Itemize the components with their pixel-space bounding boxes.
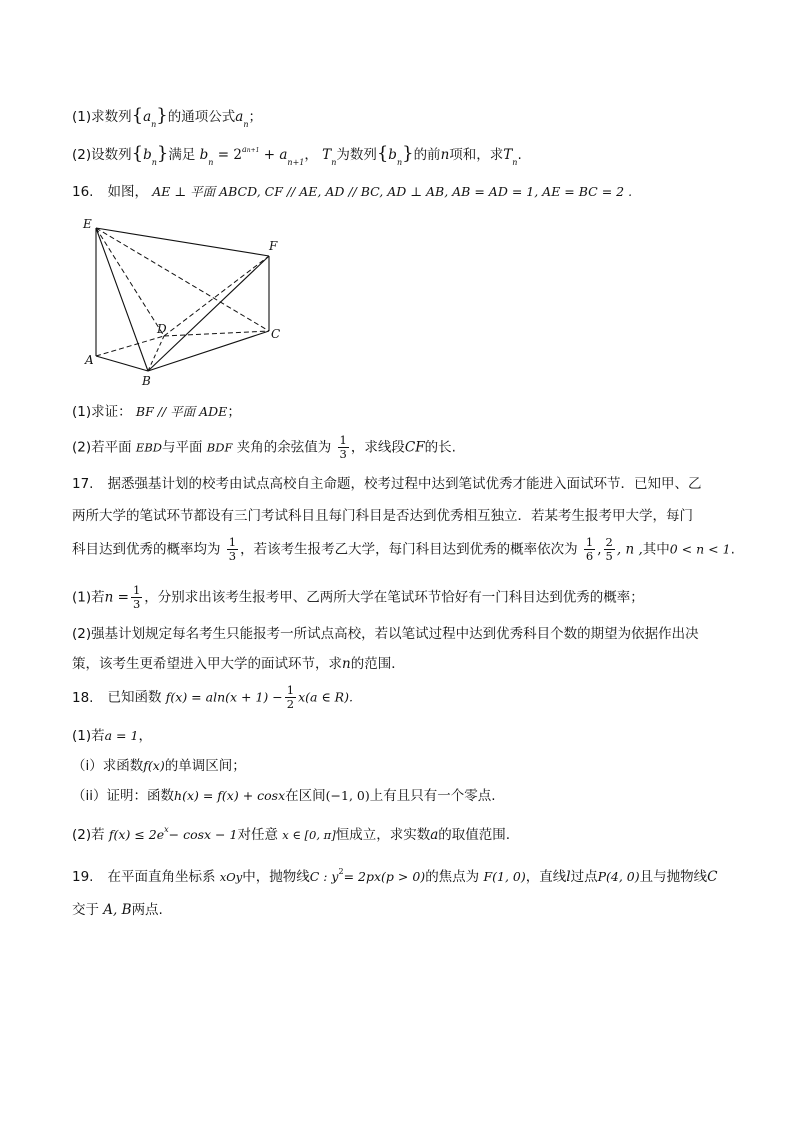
plus-sign: + [263,147,276,163]
frac-num: 1 [585,535,594,549]
part-prefix: (1) [72,109,92,125]
label-A: A [85,353,94,367]
base-two: 2 [233,147,242,163]
frac-num: 1 [339,433,347,447]
q17-text-line3a: 科目达到优秀的概率均为 [72,541,221,558]
var-a: a [279,147,288,163]
var-a: a [235,109,244,125]
exp-sub: n+1 [246,147,260,154]
sub-n: n [243,120,249,129]
frac-den: 2 [286,697,295,711]
q15-p1-text2: 的通项公式 [167,109,236,125]
sub-n: n [512,158,518,167]
var-b: b [143,147,152,163]
var-a: a [430,827,439,843]
inequality-tail: − cosx − 1 [168,827,238,842]
edge-AD-dashed [96,336,164,356]
q16-conditions: AE ⊥ 平面 ABCD, CF // AE, AD // BC, AD ⊥ AB, AB = AD = 1, AE = BC = 2 . [152,184,633,199]
frac-den: 6 [585,549,594,563]
part-prefix: (1) [72,589,92,606]
q19-text4: ，直线 [525,869,567,885]
q18-p2-text2: 对任意 [237,827,278,843]
q15-p2-text1: 设数列 [91,147,132,163]
sub-n: n [208,158,214,167]
question-number: 18. [72,689,94,706]
q15-p2-text2: 满足 [168,147,196,163]
right-brace: } [156,105,168,126]
q17-line3: 科目达到优秀的概率均为 $\frac{1}{3}$ ，若该考生报考乙大学，每门科目达到优秀的概率依次为 $\frac{1}{6}$ , $\frac{2}{5}$ , n ,其中0 < n < 1. [72,535,735,563]
question-number: 19. [72,869,94,885]
q17-p1-text1: 若 [91,589,105,606]
interval: (−1, 0) [325,788,370,803]
edge-DF-dashed [164,256,269,336]
edge-AB [96,356,148,371]
frac-num: 2 [605,535,613,549]
right-brace: } [402,143,414,164]
label-E: E [83,217,92,231]
sub-n: n [151,120,157,129]
frac-den: 5 [605,549,613,563]
part-prefix: (1) [72,728,92,744]
q15-p2-text3: 为数列 [336,147,377,163]
q19-text5: 过点 [570,869,598,885]
edge-ED-dashed [96,228,164,336]
q15-p1-text: 求数列 [91,109,132,125]
parabola: C : y [309,869,339,884]
q18-p2-text1: 若 [91,827,105,843]
exp-x: x [164,825,169,834]
var-n: n [440,147,450,163]
exp-a: a [241,145,247,154]
frac-num: 1 [132,583,141,597]
frac-den: 3 [228,549,237,563]
q16-intro: 如图， [107,184,148,200]
var-n-list: , n , [616,541,643,558]
part-prefix: (2) [72,439,92,456]
q19-line2 [72,900,163,920]
label-D: D [157,322,167,336]
part-prefix: (2) [72,827,92,843]
q16-p2-text1: 若平面 [91,439,132,456]
left-brace: { [131,105,144,126]
fx: f(x) [143,758,165,773]
q19-text6: 且与抛物线 [639,869,708,885]
q17-line2 [72,506,693,526]
q18-p1-text: 若 [91,728,105,744]
punct: ； [227,404,241,420]
focus: F(1, 0) [483,869,526,884]
q18-part2 [72,820,510,845]
fraction-one-sixth [584,536,595,563]
question-number: 17. [72,476,94,492]
sub-n: n [331,158,337,167]
edge-BC [148,331,269,371]
fraction-one-third [338,434,349,461]
punct: ， [138,728,152,744]
q18-stem [72,684,353,711]
q19-line1 [72,862,717,887]
var-T: T [322,147,332,163]
function-def-tail: x(a ∈ R). [298,689,353,705]
q16-p2-text3: 夹角的余弦值为 [236,439,332,456]
parabola-rhs: = 2px(p > 0) [343,869,426,884]
q17-text-line1: 据悉强基计划的校考由试点高校自主命题，校考过程中达到笔试优秀才能进入面试环节．已知甲、乙 [107,476,702,492]
q18-intro: 已知函数 [107,689,162,706]
q17-p2-text1: (2)强基计划规定每名考生只能报考一所试点高校，若以笔试过程中达到优秀科目个数的期望为依据作出决 [72,626,699,642]
q16-p2-text4: ，求线段 [350,439,405,456]
q18-part1-i [72,756,246,776]
q17-part1 [72,584,644,611]
q16-part2 [72,434,456,461]
left-brace: { [376,143,389,164]
q18-pi-text2: 的单调区间； [164,758,246,774]
fraction-one-half [285,684,296,711]
segment-CF: CF [404,439,425,456]
subpart-prefix: （ii） [72,788,107,804]
q18-pii-text3: 上有且只有一个零点. [369,788,496,804]
q16-stem [72,182,632,202]
q17-p2-text2: 策，该考生更希望进入甲大学的面试环节，求 [72,656,342,672]
q18-pi-text1: 求函数 [102,758,144,774]
q18-p2-text3: 恒成立，求实数 [335,827,431,843]
q19-text2: 中，抛物线 [242,869,310,885]
n-range: 0 < n < 1 [669,541,731,557]
q17-p2-text3: 的范围． [350,656,405,672]
function-def: f(x) = aln(x + 1) − [165,689,283,705]
geometry-figure [78,214,298,390]
fraction-two-fifths [604,536,615,563]
domain: x ∈ [0, π] [282,828,336,842]
var-T: T [503,147,513,163]
sub-n: n [151,158,157,167]
eq-sign: = [217,147,230,163]
q19-line2b: 两点. [131,902,163,918]
exp-two: 2 [338,867,344,876]
punct: . [517,147,522,163]
punct: ； [248,109,262,125]
points-AB: A, B [103,902,132,918]
var-b: b [388,147,397,163]
q17-p1-text2: ，分别求出该考生报考甲、乙两所大学在笔试环节恰好有一门科目达到优秀的概率； [144,589,644,606]
label-B: B [142,374,151,388]
fraction-one-third [227,536,238,563]
var-n: n [342,656,351,672]
a-equals-one: a = 1 [104,728,139,743]
q17-line1 [72,474,701,494]
q17-text-line3b: ，若该考生报考乙大学，每门科目达到优秀的概率依次为 [240,541,578,558]
edge-EF [96,228,269,256]
edge-BF [148,256,269,371]
q17-text-line3d: 其中 [642,541,670,558]
edge-EC-dashed [96,228,269,331]
var-b: b [199,147,209,163]
q15-part2 [72,140,522,173]
sub-n: n [396,158,403,167]
var-a: a [143,109,152,125]
frac-num: 1 [286,683,295,697]
label-C: C [271,327,281,341]
q16-p2-text5: 的长. [424,439,456,456]
q17-text-line2: 两所大学的笔试环节都设有三门考试科目且每门科目是否达到优秀相互独立．若某考生报考甲大学，每门 [72,508,693,524]
q18-p2-text4: 的取值范围. [438,827,511,843]
fraction-one-third [131,584,142,611]
q18-pii-text2: 在区间 [285,788,326,804]
q16-p1-expr: BF // 平面 ADE [135,404,228,419]
point-P: P(4, 0) [597,869,640,884]
q18-pii-text1: 证明：函数 [106,788,175,804]
plane-BDF: BDF [206,440,233,455]
edge-DC-dashed [164,331,269,336]
q19-text1: 在平面直角坐标系 [107,869,216,885]
q15-p2-text4: 的前 [413,147,441,163]
right-brace: } [156,143,169,164]
part-prefix: (2) [72,147,92,163]
curve-C: C [707,869,718,885]
edge-BD-dashed [148,336,164,371]
q15-part1 [72,106,262,135]
q16-p2-text2: 与平面 [162,439,203,456]
frac-den: 3 [339,447,347,461]
subpart-prefix: （i） [72,758,103,774]
plane-EBD: EBD [135,440,162,455]
q16-part1 [72,402,241,422]
sub-n1: n+1 [287,158,305,167]
frac-num: 1 [228,535,237,549]
line-l: l [566,869,571,885]
n-equals: n = [104,589,129,606]
q16-p1-text: 求证： [91,404,132,420]
q17-part2-line2 [72,654,405,674]
inequality: f(x) ≤ 2e [108,827,165,842]
left-brace: { [131,143,144,164]
frac-den: 3 [132,597,141,611]
question-number: 16. [72,184,94,200]
xoy: xOy [219,870,243,884]
punct: ， [304,147,318,163]
part-prefix: (1) [72,404,92,420]
punct: . [730,541,735,558]
q17-part2-line1 [72,624,699,644]
hx-def: h(x) = f(x) + cosx [174,788,286,803]
q15-p2-text5: 项和，求 [449,147,504,163]
label-F: F [269,239,278,253]
q19-text3: 的焦点为 [425,869,480,885]
q18-part1 [72,726,152,746]
q18-part1-ii [72,786,496,806]
q19-line2a: 交于 [72,902,99,918]
edge-EB [96,228,148,371]
